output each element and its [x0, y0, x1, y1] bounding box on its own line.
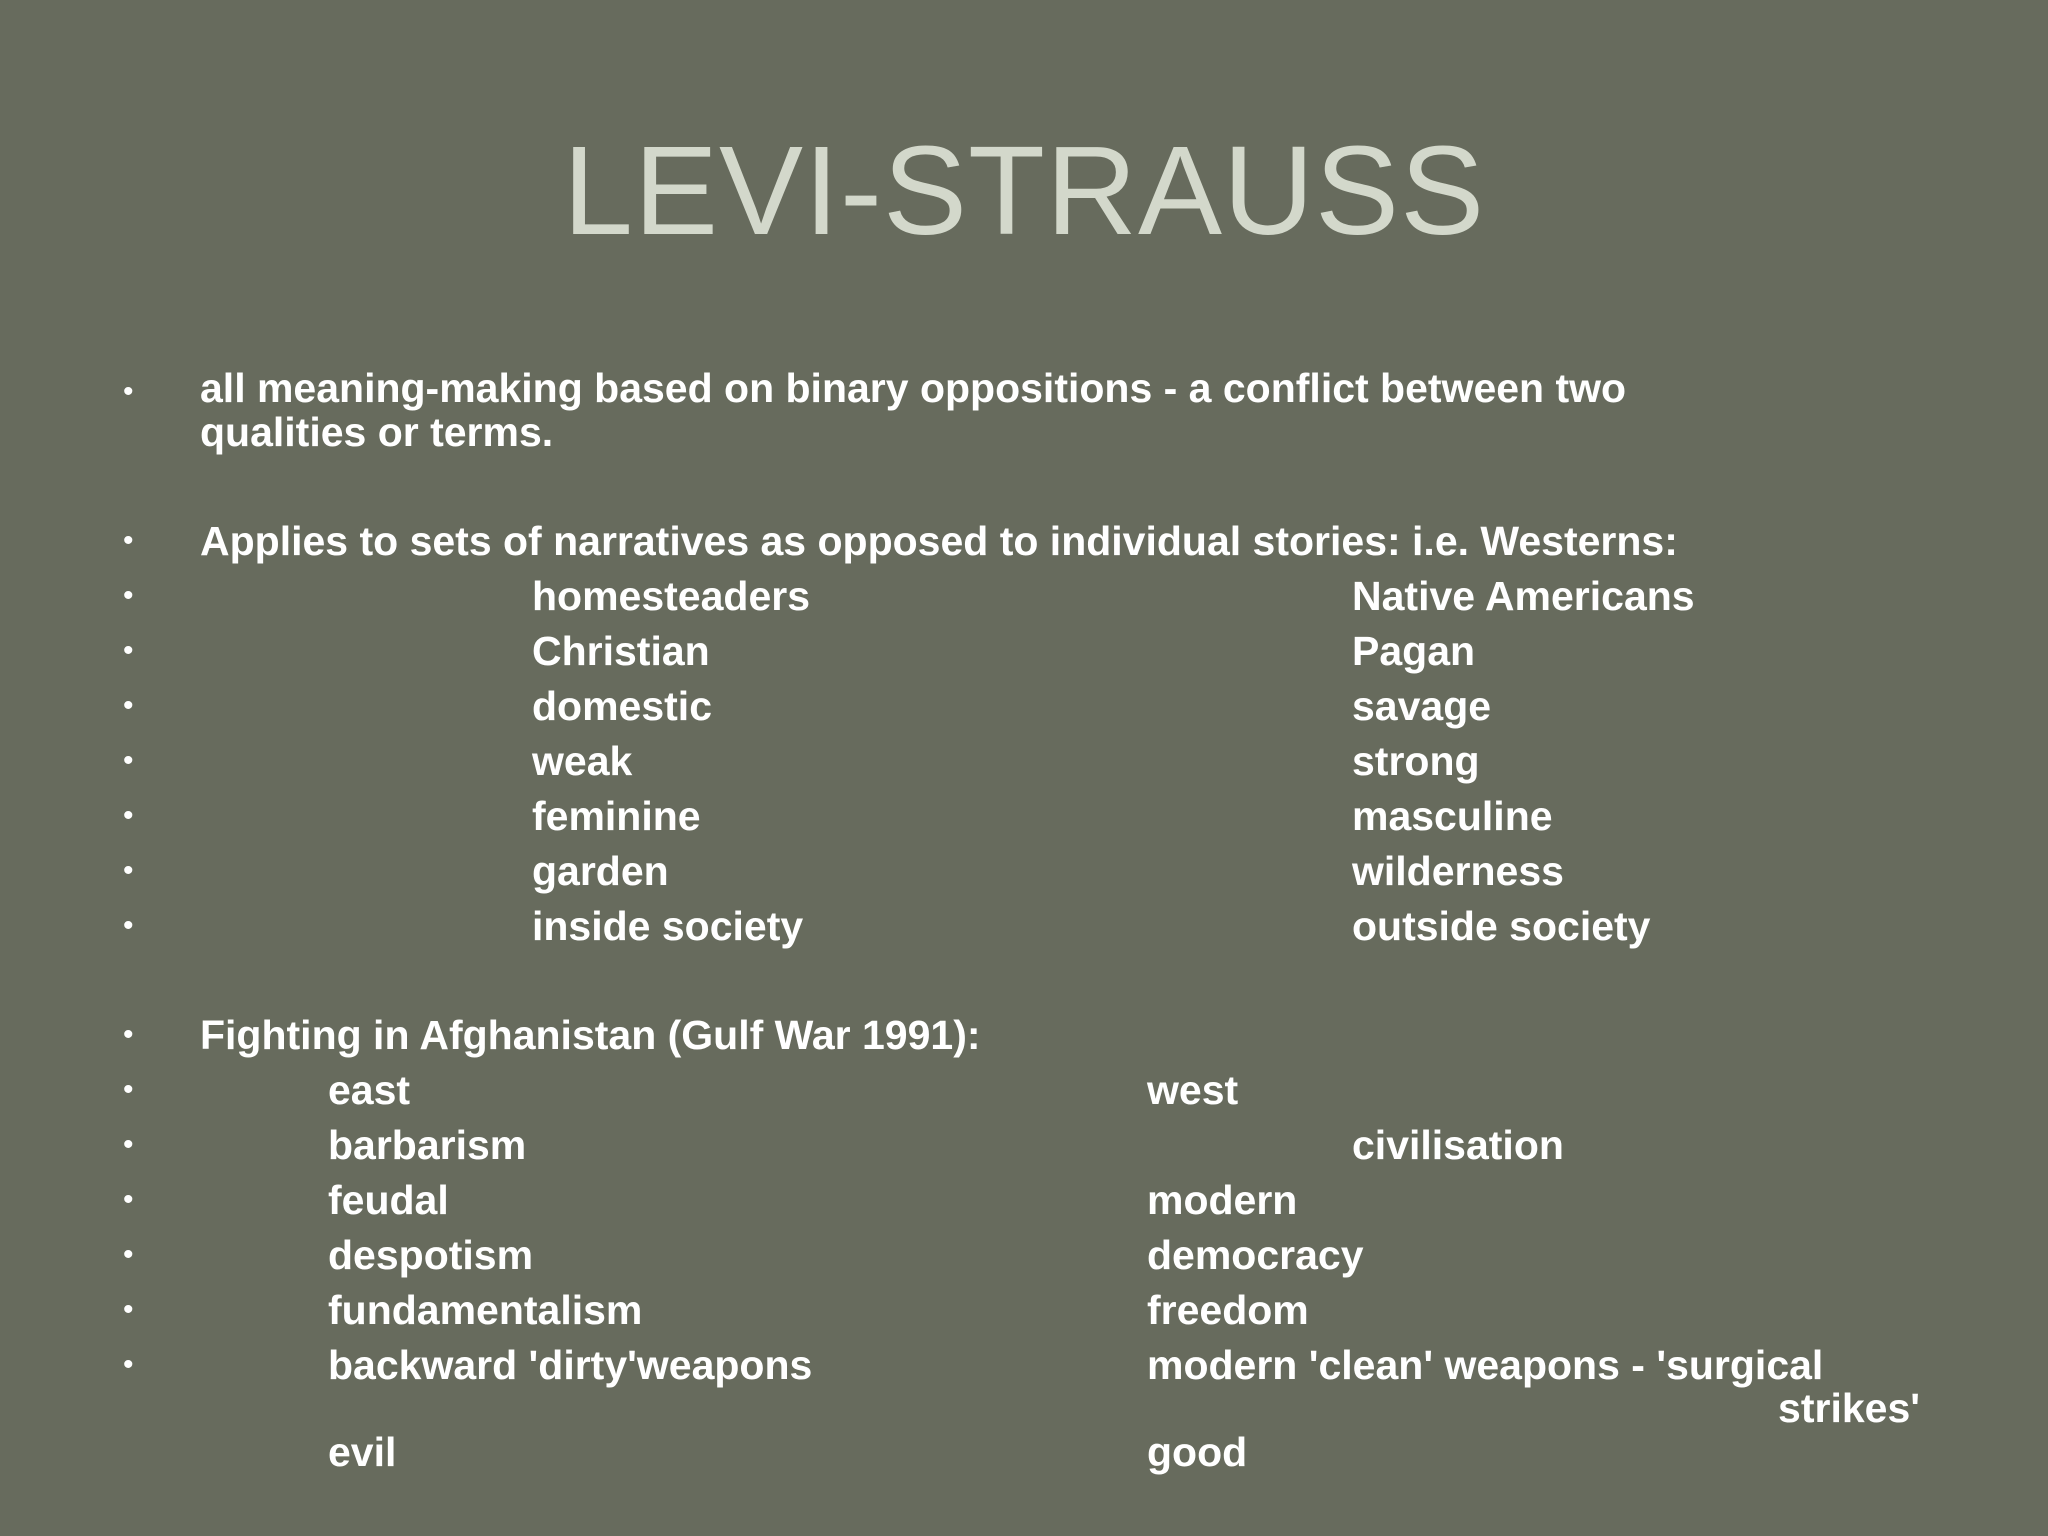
- afghanistan-left-term: despotism: [328, 1232, 534, 1278]
- afghanistan-left-term: east: [328, 1067, 411, 1113]
- afghanistan-right-term: freedom: [1147, 1287, 1309, 1333]
- bullet-icon: •: [123, 854, 134, 887]
- bullet-icon: •: [123, 375, 134, 408]
- westerns-right-term: wilderness: [1352, 848, 1564, 894]
- afghanistan-right-term: west: [1147, 1067, 1239, 1113]
- bullet-icon: •: [123, 1018, 134, 1051]
- bullet-icon: •: [123, 1348, 134, 1381]
- westerns-heading: Applies to sets of narratives as opposed to individual stories: i.e. Westerns:: [200, 518, 1678, 564]
- westerns-left-term: feminine: [532, 793, 701, 839]
- westerns-left-term: garden: [532, 848, 669, 894]
- bullet-icon: •: [123, 579, 134, 612]
- afghanistan-right-term: modern: [1147, 1177, 1298, 1223]
- intro-line-2: qualities or terms.: [200, 409, 554, 455]
- westerns-left-term: inside society: [532, 903, 804, 949]
- afghanistan-heading: Fighting in Afghanistan (Gulf War 1991):: [200, 1012, 981, 1058]
- westerns-left-term: homesteaders: [532, 573, 811, 619]
- afghanistan-left-term: feudal: [328, 1177, 449, 1223]
- afghanistan-left-term: fundamentalism: [328, 1287, 643, 1333]
- westerns-right-term: savage: [1352, 683, 1492, 729]
- bullet-icon: •: [123, 744, 134, 777]
- westerns-right-term: Pagan: [1352, 628, 1476, 674]
- westerns-left-term: domestic: [532, 683, 712, 729]
- westerns-right-term: strong: [1352, 738, 1480, 784]
- bullet-icon: •: [123, 1293, 134, 1326]
- afghanistan-right-term: democracy: [1147, 1232, 1364, 1278]
- bullet-icon: •: [123, 634, 134, 667]
- westerns-right-term: masculine: [1352, 793, 1553, 839]
- westerns-left-term: weak: [532, 738, 633, 784]
- afghanistan-right-term: modern 'clean' weapons - 'surgical: [1147, 1342, 1824, 1388]
- bullet-icon: •: [123, 524, 134, 557]
- afghanistan-left-term: barbarism: [328, 1122, 527, 1168]
- afghanistan-left-term: evil: [328, 1429, 397, 1475]
- intro-line-1: all meaning-making based on binary oppositions - a conflict between two: [200, 365, 1627, 411]
- afghanistan-right-term-continuation: strikes': [1778, 1385, 1920, 1431]
- westerns-left-term: Christian: [532, 628, 710, 674]
- bullet-icon: •: [123, 1183, 134, 1216]
- bullet-icon: •: [123, 1128, 134, 1161]
- afghanistan-left-term: backward 'dirty'weapons: [328, 1342, 813, 1388]
- bullet-icon: •: [123, 1073, 134, 1106]
- afghanistan-right-term: good: [1147, 1429, 1248, 1475]
- westerns-right-term: outside society: [1352, 903, 1651, 949]
- afghanistan-right-term: civilisation: [1352, 1122, 1564, 1168]
- slide-title: LEVI-STRAUSS: [562, 120, 1486, 261]
- bullet-icon: •: [123, 1238, 134, 1271]
- westerns-right-term: Native Americans: [1352, 573, 1695, 619]
- bullet-icon: •: [123, 689, 134, 722]
- bullet-icon: •: [123, 909, 134, 942]
- bullet-icon: •: [123, 799, 134, 832]
